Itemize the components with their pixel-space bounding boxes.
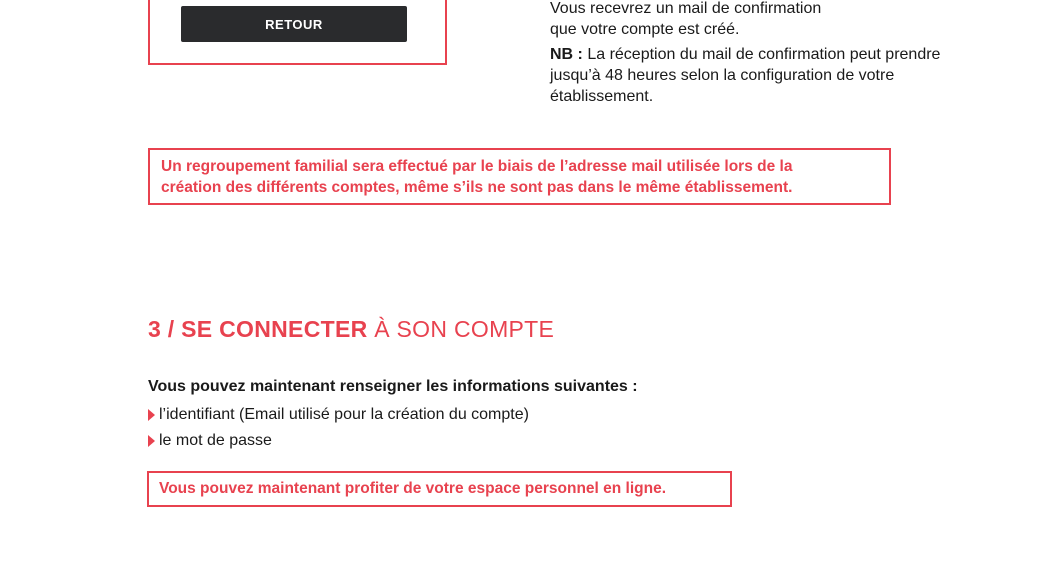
list-item-label: l’identifiant (Email utilisé pour la création du compte) [159, 406, 529, 423]
list-item [148, 402, 529, 428]
nb-label: NB : [550, 46, 583, 63]
nb-text: La réception du mail de confirmation peut prendre jusqu’à 48 heures selon la configuration de votre établissement. [550, 46, 941, 105]
section-title-strong: 3 / SE CONNECTER [148, 316, 368, 342]
list-item-label: le mot de passe [159, 432, 272, 449]
login-info-list [148, 402, 529, 454]
profit-notice-box [147, 471, 732, 507]
arrow-right-icon [148, 409, 155, 421]
confirmation-line-2: que votre compte est créé. [550, 21, 740, 38]
section-title-rest: À SON COMPTE [367, 316, 555, 342]
family-notice-line-2: création des différents comptes, même s’ils ne sont pas dans le même établissement. [161, 179, 793, 196]
nb-paragraph [550, 44, 970, 107]
section-title [148, 314, 554, 344]
profit-notice-text: Vous pouvez maintenant profiter de votre espace personnel en ligne. [159, 480, 667, 497]
family-notice-box [148, 148, 891, 205]
confirmation-line-1: Vous recevrez un mail de confirmation [550, 0, 822, 17]
list-item [148, 428, 529, 454]
login-intro: Vous pouvez maintenant renseigner les informations suivantes : [148, 378, 638, 395]
arrow-right-icon [148, 435, 155, 447]
retour-button[interactable]: RETOUR [181, 6, 407, 42]
confirmation-text [550, 0, 970, 107]
family-notice-line-1: Un regroupement familial sera effectué par le biais de l’adresse mail utilisée lors de la [161, 158, 793, 175]
